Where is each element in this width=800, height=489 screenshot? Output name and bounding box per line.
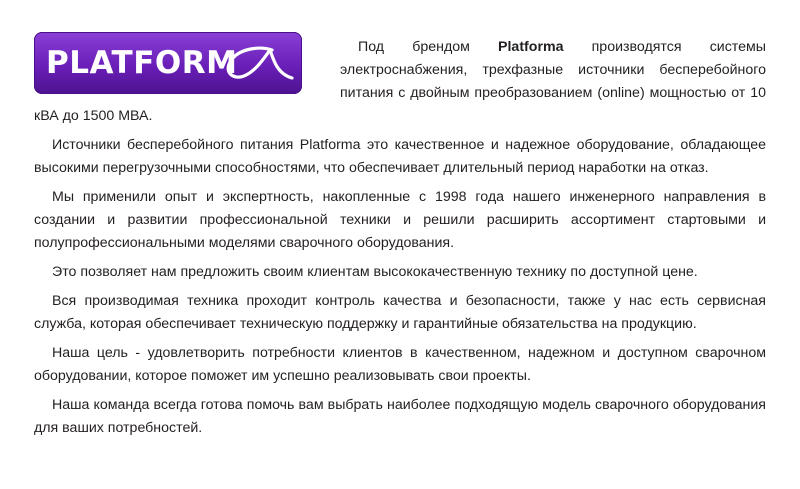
paragraph-6: Наша команда всегда готова помочь вам выбрать наиболее подходящую модель сварочного оборудования для ваших потребностей. <box>34 397 766 436</box>
intro-brand: Platforma <box>498 39 564 55</box>
paragraph-3: Это позволяет нам предложить своим клиентам высококачественную технику по доступной цене. <box>52 264 698 280</box>
intro-suffix: производятся системы электроснабжения, трехфазные источники бесперебойного питания с двойным преобразованием (online) мощностью от 10 кВА до 1500 МВА. <box>34 39 766 124</box>
platforma-logo <box>34 32 302 94</box>
paragraph-2: Мы применили опыт и экспертность, накопленные с 1998 года нашего инженерного направления в создании и развитии профессиональной техники и решили расширить ассортимент стартовыми и полупрофессиональными моделями сварочного оборудования. <box>34 189 766 251</box>
alpha-icon <box>220 42 296 84</box>
document-page <box>34 32 766 440</box>
logo-wordmark: PLATFORM <box>46 45 238 81</box>
paragraph-5: Наша цель - удовлетворить потребности клиентов в качественном, надежном и доступном сварочном оборудовании, которое поможет им успешно реализовывать свои проекты. <box>34 345 766 384</box>
intro-prefix: Под брендом <box>358 39 499 55</box>
paragraph-4: Вся производимая техника проходит контроль качества и безопасности, также у нас есть сервисная служба, которая обеспечивает техническую поддержку и гарантийные обязательства на продукцию. <box>34 293 766 332</box>
paragraph-1: Источники бесперебойного питания Platforma это качественное и надежное оборудование, обладающее высокими перегрузочными способностями, что обеспечивает длительный период наработки на отказ. <box>34 137 766 176</box>
